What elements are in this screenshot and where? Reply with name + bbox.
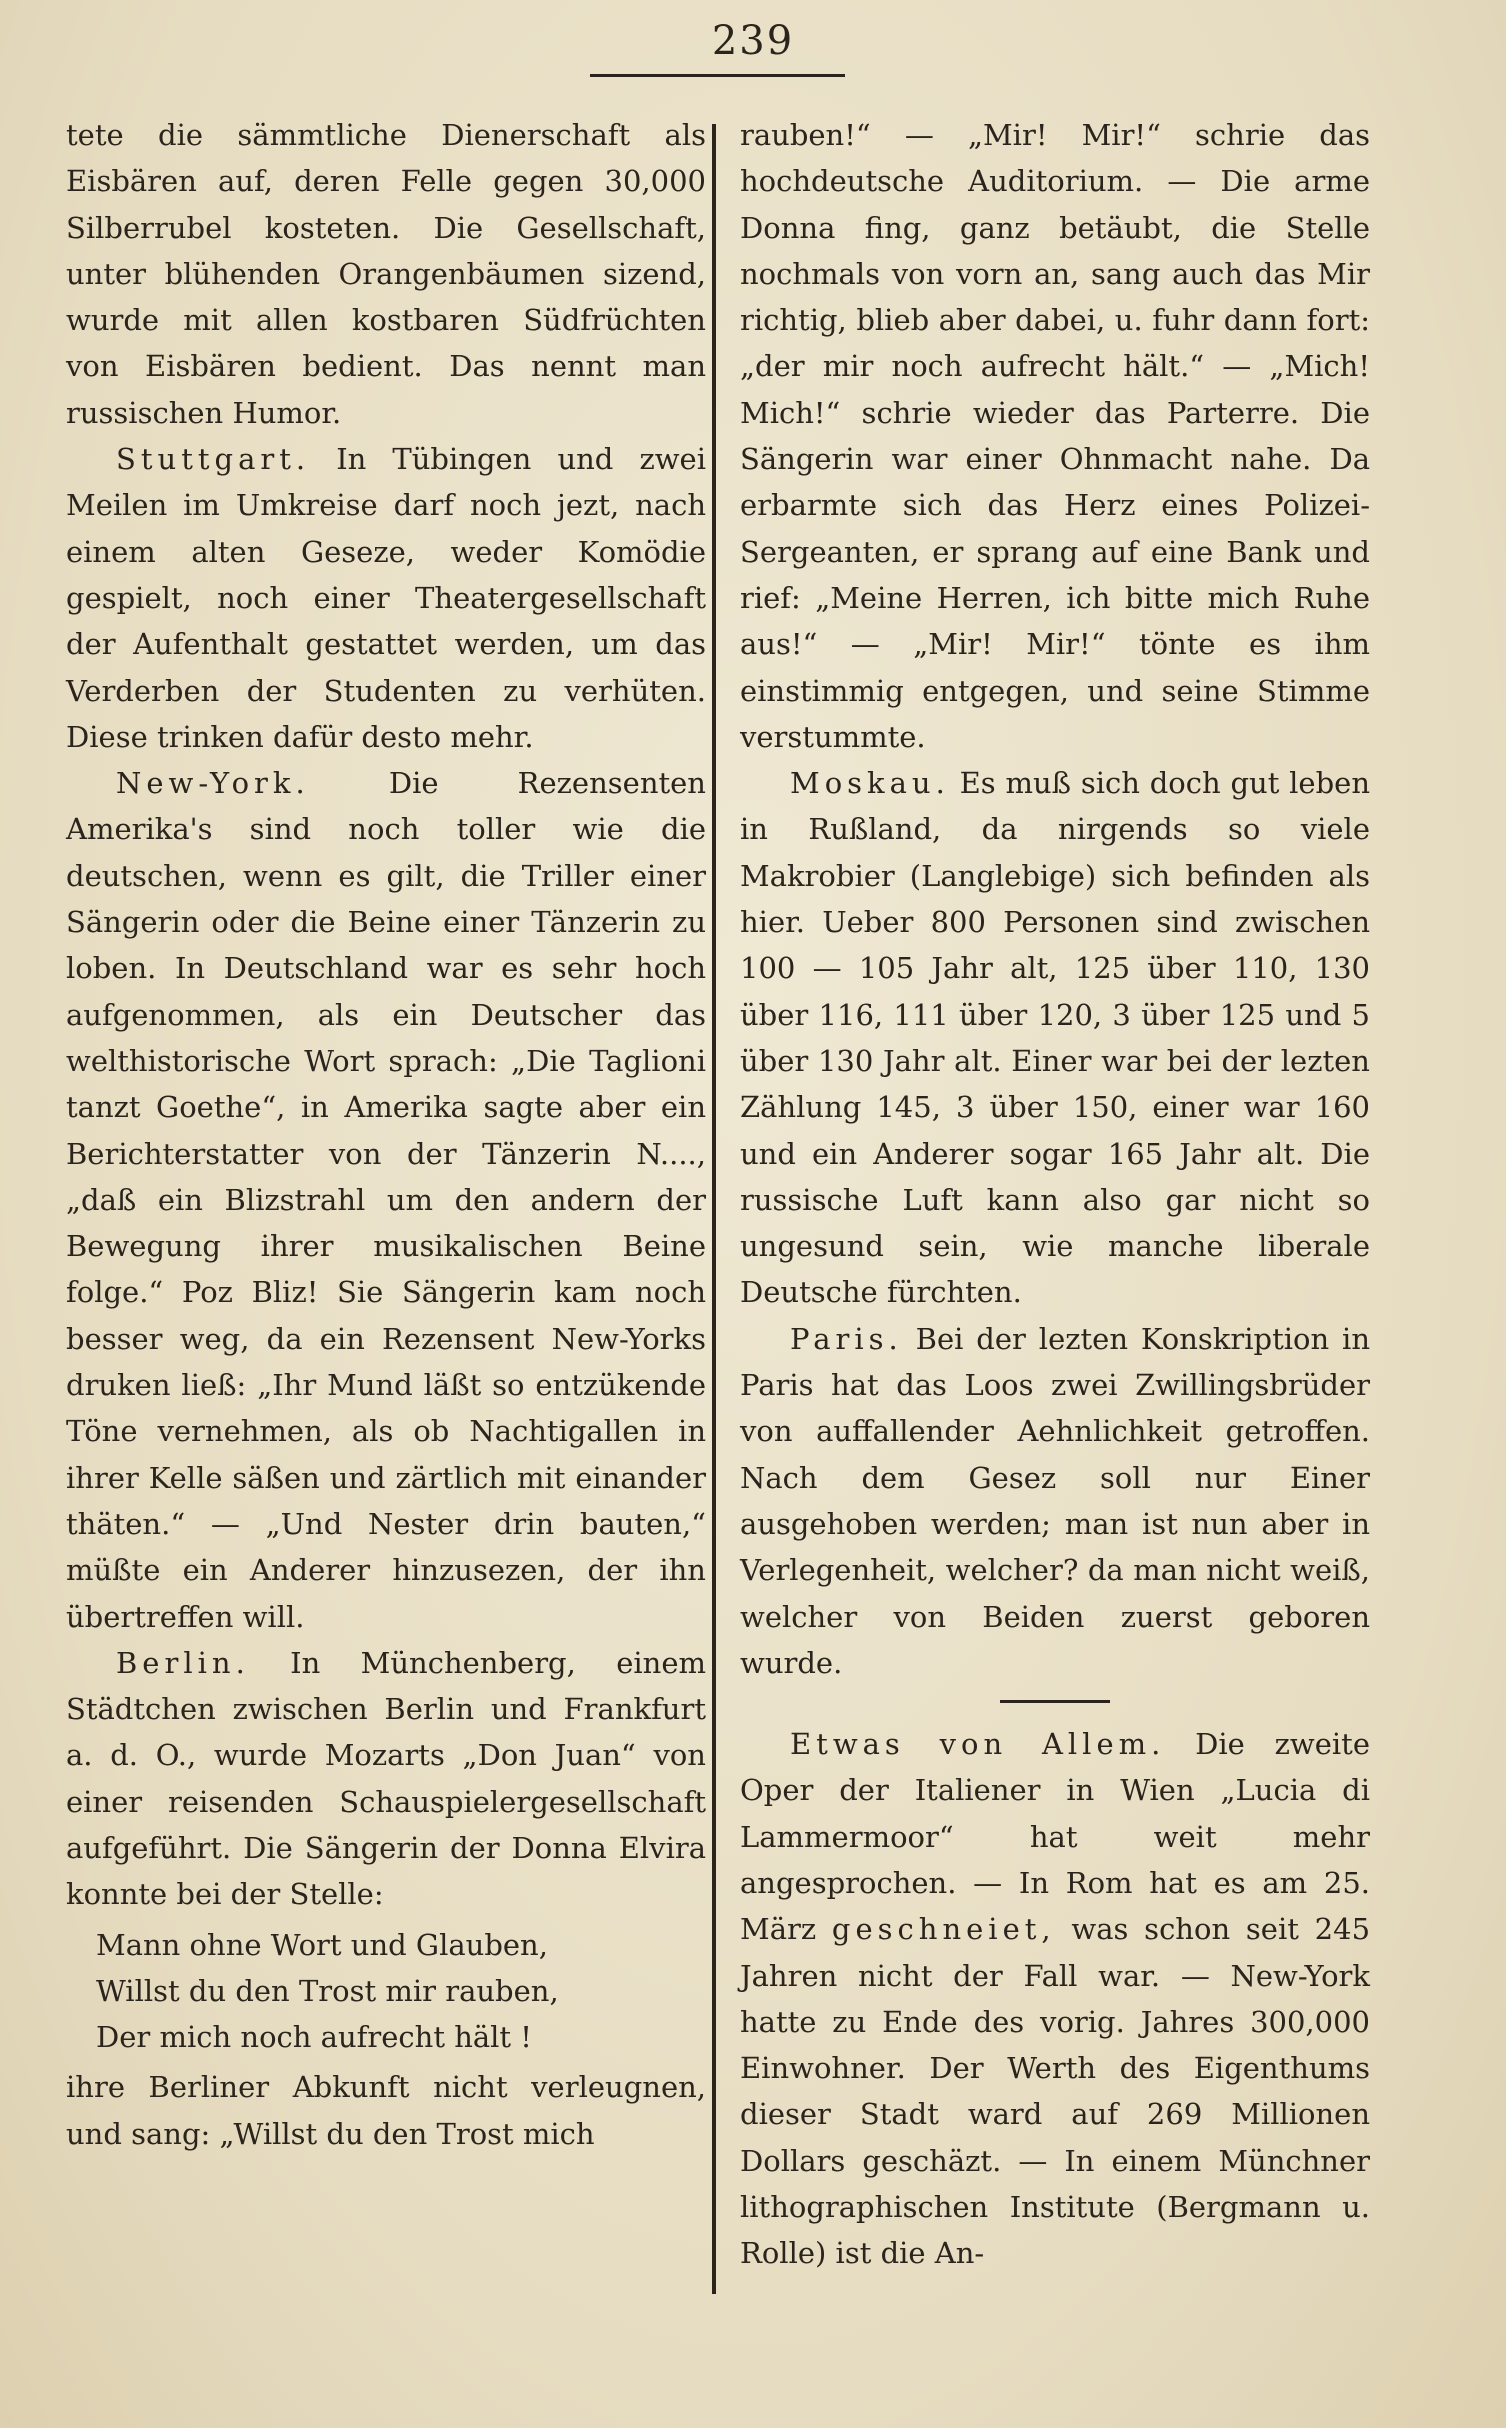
text-etwas-von-allem-1: Die zweite Oper der Italiener in Wien „Lucia di Lammermoor“ hat weit mehr angesprochen. — In Rom hat es am 25. März xyxy=(740,1727,1370,1947)
column-divider xyxy=(712,124,716,2294)
text-berlin: In Münchenberg, einem Städtchen zwischen Berlin und Frankfurt a. d. O., wurde Mozarts „Don Juan“ von einer reisenden Schauspielergesellschaft aufgeführt. Die Sängerin der Donna Elvira konnte bei der Stelle: xyxy=(66,1645,706,1912)
text-new-york: Die Rezensenten Amerika's sind noch toller wie die deutschen, wenn es gilt, die Triller einer Sängerin oder die Beine einer Tänzerin zu loben. In Deutschland war es sehr hoch aufgenommen, als ein Deutscher das welthistorische Wort sprach: „Die Taglioni tanzt Goethe“, in Amerika sagte aber ein Berichterstatter von der Tänzerin N...., „daß ein Blizstrahl um den andern der Bewegung ihrer musikalischen Beine folge.“ Poz Bliz! Sie Sängerin kam noch besser weg, da ein Rezensent New-Yorks druken ließ: „Ihr Mund läßt so entzükende Töne vernehmen, als ob Nachtigallen in ihrer Kelle säßen und zärtlich mit einander thäten.“ — „Und Nester drin bauten,“ müßte ein Anderer hinzusezen, der ihn übertreffen will. xyxy=(66,766,706,1634)
paragraph-continued: rauben!“ — „Mir! Mir!“ schrie das hochdeutsche Auditorium. — Die arme Donna fing, ganz betäubt, die Stelle nochmals von vorn an, sang auch das Mir richtig, blieb aber dabei, u. fuhr dann fort: „der mir noch aufrecht hält.“ — „Mich! Mich!“ schrie wieder das Parterre. Die Sängerin war einer Ohnmacht nahe. Da erbarmte sich das Herz eines Polizei-Sergeanten, er sprang auf eine Bank und rief: „Meine Herren, ich bitte mich Ruhe aus!“ — „Mir! Mir!“ tönte es ihm einstimmig entgegen, und seine Stimme verstummte. xyxy=(740,118,1370,754)
heading-stuttgart: Stuttgart. xyxy=(116,442,311,477)
text-etwas-von-allem-2: was schon seit 245 Jahren nicht der Fall war. — New-York hatte zu Ende des vorig. Jahres 300,000 Einwohner. Der Werth des Eigenthums dieser Stadt ward auf 269 Millionen Dollars geschäzt. — In einem Münchner lithographischen Institute (Bergmann u. Rolle) ist die An- xyxy=(740,1912,1371,2271)
text-geschneiet: geschneiet, xyxy=(831,1912,1056,1947)
paragraph-new-york xyxy=(66,760,706,1640)
paragraph-eisbaeren: tete die sämmtliche Dienerschaft als Eisbären auf, deren Felle gegen 30,000 Silberrubel kosteten. Die Gesellschaft, unter blühenden Orangenbäumen sizend, wurde mit allen kostbaren Südfrüchten von Eisbären bedient. Das nennt man russischen Humor. xyxy=(66,118,706,430)
paragraph-after-verse: ihre Berliner Abkunft nicht verleugnen, und sang: „Willst du den Trost mich xyxy=(66,2070,706,2151)
paragraph-berlin xyxy=(66,1640,706,1918)
page-number: 239 xyxy=(711,18,795,64)
section-rule xyxy=(1000,1700,1110,1703)
verse-line: Der mich noch aufrecht hält ! xyxy=(96,2020,532,2055)
heading-moskau: Moskau. xyxy=(790,766,950,801)
verse-block xyxy=(96,1922,706,2061)
header-rule xyxy=(590,74,845,77)
heading-new-york: New-York. xyxy=(116,766,310,801)
paragraph-paris xyxy=(740,1316,1370,1686)
verse-line: Willst du den Trost mir rauben, xyxy=(96,1973,559,2008)
text-stuttgart: In Tübingen und zwei Meilen im Umkreise darf noch jezt, nach einem alten Geseze, weder Komödie gespielt, noch einer Theatergesellschaft der Aufenthalt gestattet werden, um das Verderben der Studenten zu verhüten. Diese trinken dafür desto mehr. xyxy=(66,442,706,754)
heading-berlin: Berlin. xyxy=(116,1645,250,1680)
paragraph-stuttgart xyxy=(66,436,706,760)
text-paris: Bei der lezten Konskription in Paris hat das Loos zwei Zwillingsbrüder von auffallender Aehnlichkeit getroffen. Nach dem Gesez soll nur Einer ausgehoben werden; man ist nun aber in Verlegenheit, welcher? da man nicht weiß, welcher von Beiden zuerst geboren wurde. xyxy=(740,1321,1370,1680)
paragraph-moskau xyxy=(740,760,1370,1316)
text-moskau: Es muß sich doch gut leben in Rußland, da nirgends so viele Makrobier (Langlebige) sich befinden als hier. Ueber 800 Personen sind zwischen 100 — 105 Jahr alt, 125 über 110, 130 über 116, 111 über 120, 3 über 125 und 5 über 130 Jahr alt. Einer war bei der lezten Zählung 145, 3 über 150, einer war 160 und ein Anderer sogar 165 Jahr alt. Die russische Luft kann also gar nicht so ungesund sein, wie manche liberale Deutsche fürchten. xyxy=(740,766,1370,1310)
paragraph-etwas-von-allem xyxy=(740,1721,1370,2277)
heading-etwas-von-allem: Etwas von Allem. xyxy=(790,1727,1166,1762)
right-column xyxy=(740,112,1370,2277)
verse-line: Mann ohne Wort und Glauben, xyxy=(96,1927,548,1962)
left-column xyxy=(66,112,706,2157)
heading-paris: Paris. xyxy=(790,1321,903,1356)
